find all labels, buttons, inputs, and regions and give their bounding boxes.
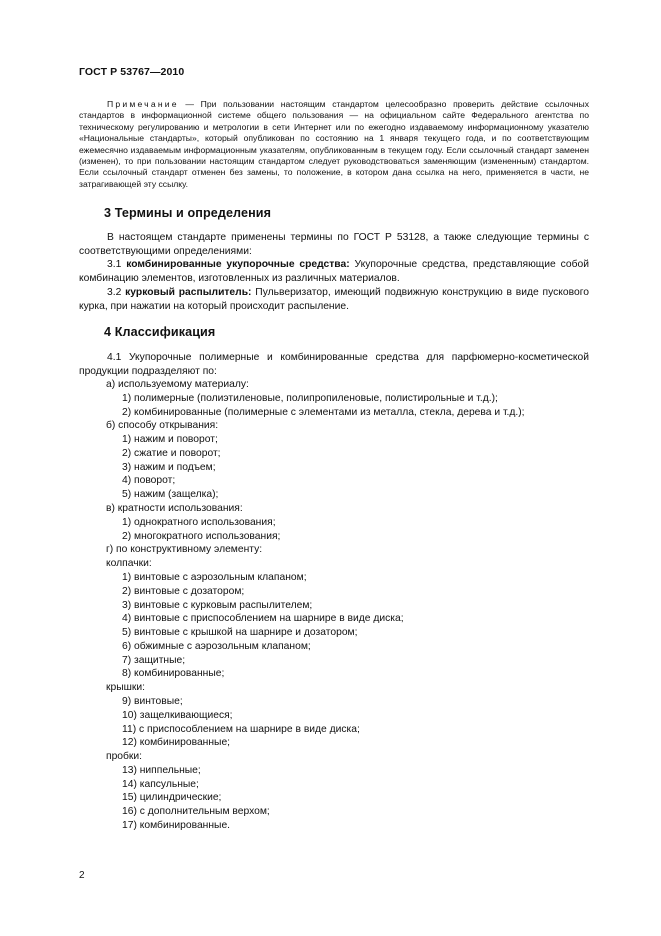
list-item: 1) полимерные (полиэтиленовые, полипропиленовые, полистирольные и т.д.); [122,392,498,404]
list-item: в) кратности использования: [106,503,243,515]
list-item: 11) с приспособлением на шарнире в виде диска; [122,723,360,735]
term-definition: Пульверизатор, имеющий подвижную конструкцию в виде пускового курка, при нажатии на который происходит распыление. [79,287,589,312]
list-item: 5) нажим (защелка); [122,489,219,501]
list-item: 4) поворот; [122,475,176,487]
list-item: 1) нажим и поворот; [122,434,218,446]
list-item: 3) винтовые с курковым распылителем; [122,599,313,611]
list-item: колпачки: [106,558,152,570]
list-item: 2) многократного использования; [122,530,281,542]
term-3-2 [79,286,589,314]
list-item: 1) винтовые с аэрозольным клапаном; [122,571,307,583]
term-definition: Укупорочные средства, представляющие собой комбинацию элементов, изготовленных из различных материалов. [79,259,589,284]
document-header: ГОСТ Р 53767—2010 [79,66,185,78]
list-item: 2) комбинированные (полимерные с элементами из металла, стекла, дерева и т.д.); [122,406,525,418]
term-name: комбинированные укупорочные средства: [126,259,350,270]
list-item: 13) ниппельные; [122,764,201,776]
list-item: а) используемому материалу: [106,379,249,390]
list-item: 15) цилиндрические; [122,792,222,804]
section-3-title: 3 Термины и определения [104,206,272,220]
list-item: г) по конструктивному элементу: [106,544,263,556]
list-item: пробки: [106,751,143,763]
list-item: 6) обжимные с аэрозольным клапаном; [122,640,311,652]
note-block [79,99,589,190]
list-item: 17) комбинированные. [122,820,231,831]
section-3-intro: В настоящем стандарте применены термины по ГОСТ Р 53128, а также следующие термины с соответствующими определениями: [79,232,589,257]
note-text: — При пользовании настоящим стандартом целесообразно проверить действие ссылочных стандартов в информационной системе общего пользования — на официальном сайте Федерального агентства по техническому регулированию и метрологии в сети Интернет или по ежегодно издаваемому информационному указателю «Национальные стандарты», который опубликован по состоянию на 1 января текущего года, и по соответствующим ежемесячно издаваемым информационным указателям, опубликованным в текущем году. Если ссылочный стандарт заменен (изменен), то при пользовании настоящим стандартом следует руководствоваться заменяющим (измененным) стандартом. Если ссылочный стандарт отменен без замены, то положение, в котором дана ссылка на него, применяется в части, не затрагивающей эту ссылку. [79,99,589,189]
list-item: крышки: [106,682,146,694]
list-item: 2) винтовые с дозатором; [122,585,245,597]
list-item: 8) комбинированные; [122,668,225,680]
term-3-1 [79,258,589,286]
classification-list [79,378,525,833]
section-4-intro: 4.1 Укупорочные полимерные и комбинированные средства для парфюмерно-косметической продукции подразделяют по: [79,352,589,377]
list-item: 4) винтовые с приспособлением на шарнире в виде диска; [122,613,404,625]
list-item: 5) винтовые с крышкой на шарнире и дозатором; [122,627,358,639]
term-number: 3.2 [107,287,122,298]
list-item: 10) защелкивающиеся; [122,709,233,721]
list-item: 9) винтовые; [122,695,183,707]
list-item: 14) капсульные; [122,778,199,790]
list-item: 3) нажим и подъем; [122,461,216,473]
list-item: 2) сжатие и поворот; [122,447,221,459]
section-4-title: 4 Классификация [104,325,216,339]
list-item: 7) защитные; [122,654,186,666]
page-number: 2 [79,870,85,881]
term-name: курковый распылитель: [125,287,252,298]
term-number: 3.1 [107,259,122,270]
list-item: 1) однократного использования; [122,516,276,528]
list-item: 12) комбинированные; [122,737,231,749]
list-item: б) способу открывания: [106,420,219,432]
list-item: 16) с дополнительным верхом; [122,806,270,818]
note-lead: Примечание [107,99,179,109]
